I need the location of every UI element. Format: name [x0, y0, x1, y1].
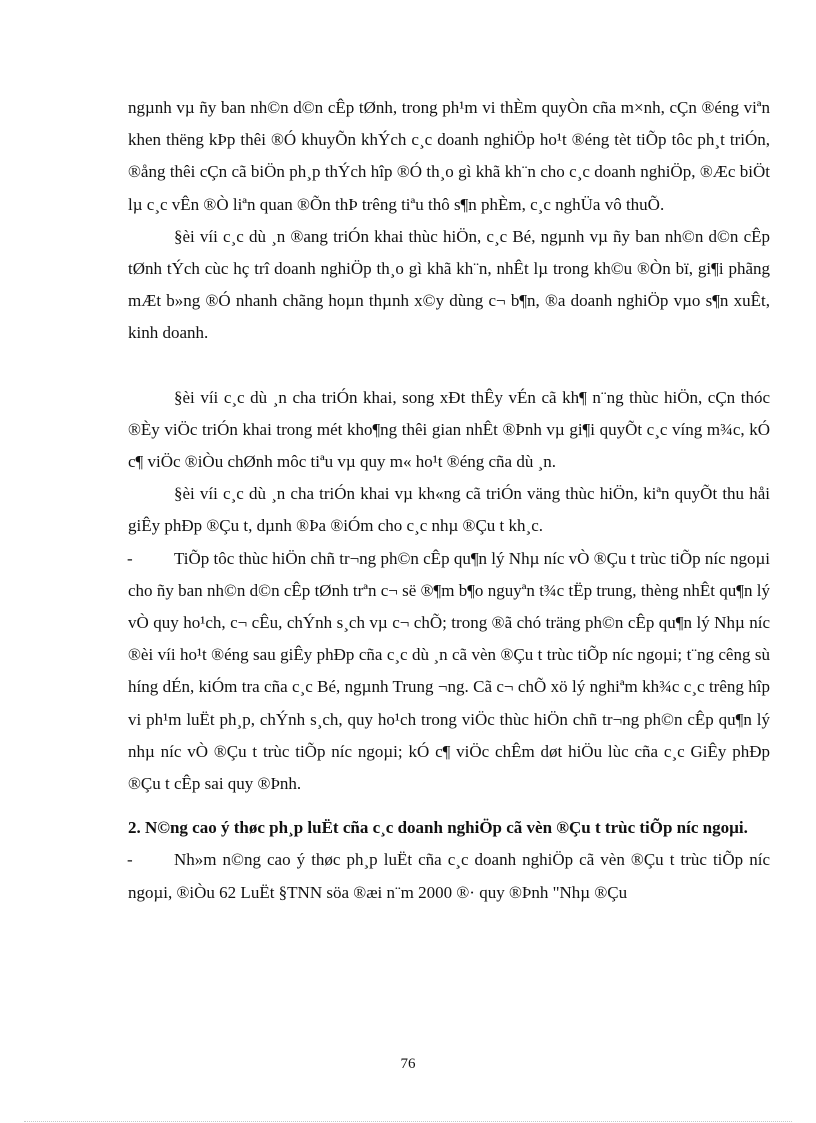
paragraph-gap	[128, 350, 770, 382]
bullet-text: Nh»m n©ng cao ý thøc ph¸p luËt cña c¸c doanh nghiÖp cã vèn ®Çu t trùc tiÕp níc ngoµi, ®iÒu 62 LuËt §TNN söa ®æi n¨m 2000 ®· quy ®Þnh "Nhµ ®Çu	[128, 850, 770, 902]
page-bottom-divider	[24, 1121, 792, 1122]
bullet-text: TiÕp tôc thùc hiÖn chñ tr¬ng ph©n cÊp qu¶n lý Nhµ níc vÒ ®Çu t trùc tiÕp níc ngoµi cho ñy ban nh©n d©n cÊp tØnh trªn c¬ së ®¶m b¶o nguyªn t¾c tËp trung, thèng nhÊt qu¶n lý vÒ quy ho¹ch, c¬ cÊu, chÝnh s¸ch vµ c¬ chÕ; trong ®ã chó träng ph©n cÊp qu¶n lý Nhµ níc ®èi víi ho¹t ®éng sau giÊy phÐp cña c¸c dù ¸n cã vèn ®Çu t trùc tiÕp níc ngoµi; t¨ng cêng sù híng dÉn, kiÓm tra cña c¸c Bé, ngµnh Trung ¬ng. Cã c¬ chÕ xö lý nghiªm kh¾c c¸c trêng hîp vi ph¹m luËt ph¸p, chÝnh s¸ch, quy ho¹ch trong viÖc thùc hiÖn chñ tr¬ng ph©n cÊp qu¶n lý nhµ níc vÒ ®Çu t trùc tiÕp níc ngoµi; kÓ c¶ viÖc chÊm døt hiÖu lùc cña c¸c GiÊy phÐp ®Çu t cÊp sai quy ®Þnh.	[128, 548, 770, 794]
paragraph-revoke-licenses: §èi víi c¸c dù ¸n cha triÓn khai vµ kh«ng cã triÓn väng thùc hiÖn, kiªn quyÕt thu håi giÊy phÐp ®Çu t, dµnh ®Þa ®iÓm cho c¸c nhµ ®Çu t kh¸c.	[128, 484, 770, 536]
paragraph-continuation: ngµnh vµ ñy ban nh©n d©n cÊp tØnh, trong ph¹m vi thÈm quyÒn cña m×nh, cÇn ®éng viªn khen thëng kÞp thêi ®Ó khuyÕn khÝch c¸c doanh nghiÖp ho¹t ®éng tèt tiÕp tôc ph¸t triÓn, ®ång thêi cÇn cã biÖn ph¸p thÝch hîp ®Ó th¸o gì khã kh¨n cho c¸c doanh nghiÖp, ®Æc biÖt lµ c¸c vÊn ®Ò liªn quan ®Õn thÞ trêng tiªu thô s¶n phÈm, c¸c nghÜa vô thuÕ.	[128, 98, 770, 214]
page-number: 76	[400, 1056, 416, 1072]
body-text	[128, 92, 770, 909]
paragraph-pending-projects: §èi víi c¸c dù ¸n cha triÓn khai, song xÐt thÊy vÉn cã kh¶ n¨ng thùc hiÖn, cÇn thóc ®Èy viÖc triÓn khai trong mét kho¶ng thêi gian nhÊt ®Þnh vµ gi¶i quyÕt c¸c víng m¾c, kÓ c¶ viÖc ®iÒu chØnh môc tiªu vµ quy m« ho¹t ®éng cña dù ¸n.	[128, 387, 770, 472]
bullet-decentralization	[128, 543, 770, 801]
bullet-legal-awareness	[128, 844, 770, 908]
paragraph-ongoing-projects: §èi víi c¸c dù ¸n ®ang triÓn khai thùc hiÖn, c¸c Bé, ngµnh vµ ñy ban nh©n d©n cÊp tØnh tÝch cùc hç trî doanh nghiÖp th¸o gì khã kh¨n, nhÊt lµ trong kh©u ®Òn bï, gi¶i phãng mÆt b»ng ®Ó nhanh chãng hoµn thµnh x©y dùng c¬ b¶n, ®a doanh nghiÖp vµo s¶n xuÊt, kinh doanh.	[128, 226, 770, 343]
bullet-marker: -	[127, 850, 133, 870]
bullet-marker: -	[127, 548, 133, 568]
section-heading: 2. N©ng cao ý thøc ph¸p luËt cña c¸c doanh nghiÖp cã vèn ®Çu t trùc tiÕp níc ngoµi.	[128, 818, 748, 838]
